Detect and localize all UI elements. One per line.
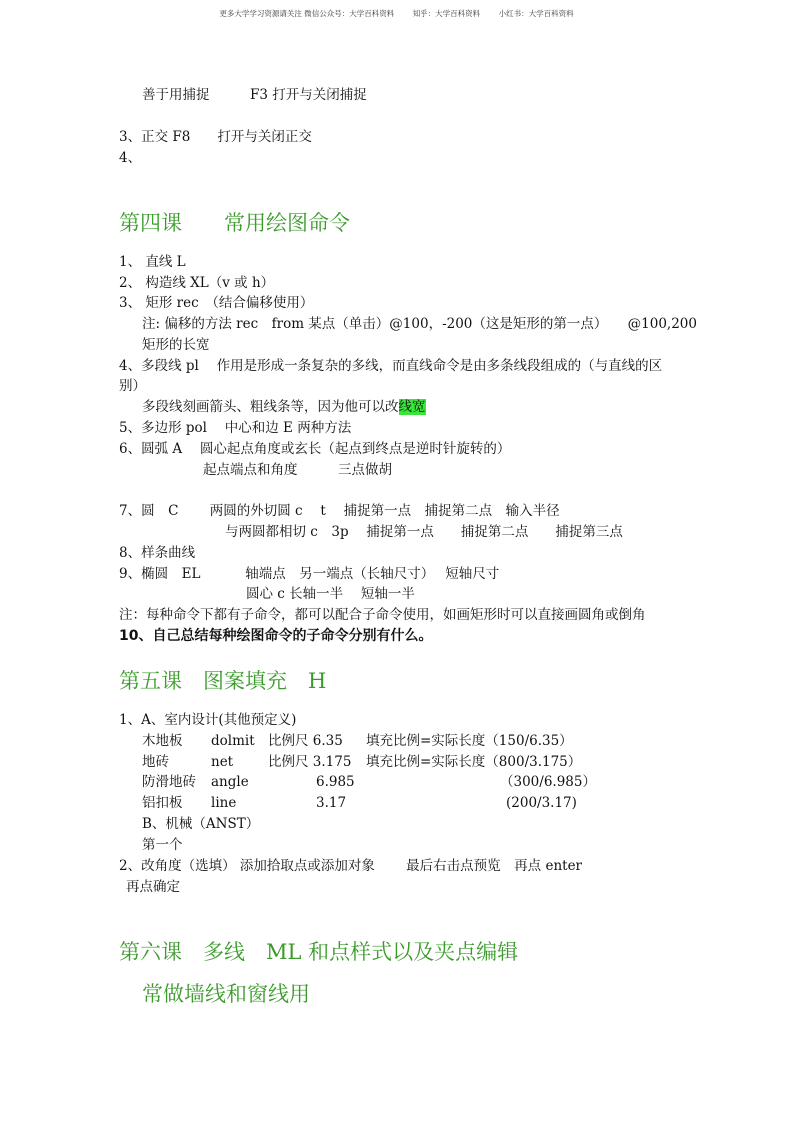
heading-lesson-4: 第四课 常用绘图命令 [119, 211, 350, 235]
table-cell-scale: 3.17 [316, 795, 347, 811]
table-cell-name: 防滑地砖 [142, 774, 196, 790]
heading-lesson-5: 第五课 图案填充 H [119, 669, 327, 693]
header-wechat: 更多大学学习资源请关注 微信公众号：大学百科资料 [219, 9, 395, 18]
table-cell-formula: 填充比例=实际长度（800/3.175） [366, 754, 582, 770]
line-cmd-polygon: 5、多边形 pol 中心和边 E 两种方法 [119, 420, 352, 436]
table-cell-scale: 比例尺 6.35 [268, 733, 343, 749]
table-cell-name: 铝扣板 [142, 795, 183, 811]
table-cell-formula: (200/3.17) [506, 795, 577, 811]
table-cell-pattern: line [211, 795, 237, 811]
line-cmd-ellipse: 9、椭圆 EL 轴端点 另一端点（长轴尺寸） 短轴尺寸 [119, 566, 500, 582]
line-cmd-pline: 4、多段线 pl 作用是形成一条复杂的多线，而直线命令是由多条线段组成的（与直线的区 [119, 358, 663, 374]
line-snap: 善于用捕捉 F3 打开与关闭捕捉 [142, 87, 367, 103]
pline-arrow-text: 多段线刻画箭头、粗线条等，因为他可以改 [142, 399, 399, 415]
line-mechanical: B、机械（ANST） [142, 816, 260, 832]
table-cell-scale: 6.985 [316, 774, 355, 790]
line-cmd-circle: 7、圆 C 两圆的外切圆 c t 捕捉第一点 捕捉第二点 输入半径 [119, 503, 560, 519]
highlight-linewidth: 线宽 [398, 399, 426, 415]
line-rect-size: 矩形的长宽 [142, 337, 210, 353]
line-cmd-spline: 8、样条曲线 [119, 545, 196, 561]
heading-lesson-6-sub: 常做墙线和窗线用 [142, 982, 310, 1006]
line-cmd-xline: 2、 构造线 XL（v 或 h） [119, 275, 275, 291]
table-cell-pattern: angle [211, 774, 249, 790]
table-cell-name: 地砖 [142, 754, 169, 770]
line-pline-arrow [142, 398, 426, 416]
table-cell-pattern: net [211, 754, 234, 770]
page-header [0, 8, 793, 19]
table-cell-scale: 比例尺 3.175 [268, 754, 352, 770]
heading-lesson-6: 第六课 多线 ML 和点样式以及夹点编辑 [119, 940, 519, 964]
line-angle: 2、改角度（选填） 添加拾取点或添加对象 最后右击点预览 再点 enter [119, 858, 583, 874]
line-interior-design: 1、A、室内设计(其他预定义) [119, 712, 297, 728]
line-item-4: 4、 [119, 150, 142, 166]
header-xiaohongshu: 小红书：大学百科资料 [498, 9, 574, 18]
line-ellipse-center: 圆心 c 长轴一半 短轴一半 [246, 586, 415, 602]
line-pline-cont: 别） [119, 378, 146, 394]
line-circle-3p: 与两圆都相切 c 3p 捕捉第一点 捕捉第二点 捕捉第三点 [225, 524, 623, 540]
table-cell-name: 木地板 [142, 733, 183, 749]
table-cell-formula: 填充比例=实际长度（150/6.35） [366, 733, 573, 749]
line-subcommand-note: 注：每种命令下都有子命令，都可以配合子命令使用，如画矩形时可以直接画圆角或倒角 [119, 607, 646, 623]
line-confirm: 再点确定 [126, 879, 180, 895]
table-cell-formula: （300/6.985） [500, 774, 596, 790]
header-zhihu: 知乎：大学百科资料 [412, 9, 481, 18]
line-arc-methods: 起点端点和角度 三点做胡 [203, 462, 392, 478]
line-first: 第一个 [142, 837, 183, 853]
line-cmd-rect: 3、 矩形 rec （结合偏移使用） [119, 295, 314, 311]
line-ortho: 3、正交 F8 打开与关闭正交 [119, 129, 312, 145]
line-cmd-arc: 6、圆弧 A 圆心起点角度或玄长（起点到终点是逆时针旋转的） [119, 441, 511, 457]
line-exercise: 10、自己总结每种绘图命令的子命令分别有什么。 [119, 628, 433, 644]
table-cell-pattern: dolmit [211, 733, 255, 749]
line-cmd-line: 1、 直线 L [119, 254, 186, 270]
line-rect-note: 注: 偏移的方法 rec from 某点（单击）@100，-200（这是矩形的第一点） @100,200 [142, 316, 697, 332]
